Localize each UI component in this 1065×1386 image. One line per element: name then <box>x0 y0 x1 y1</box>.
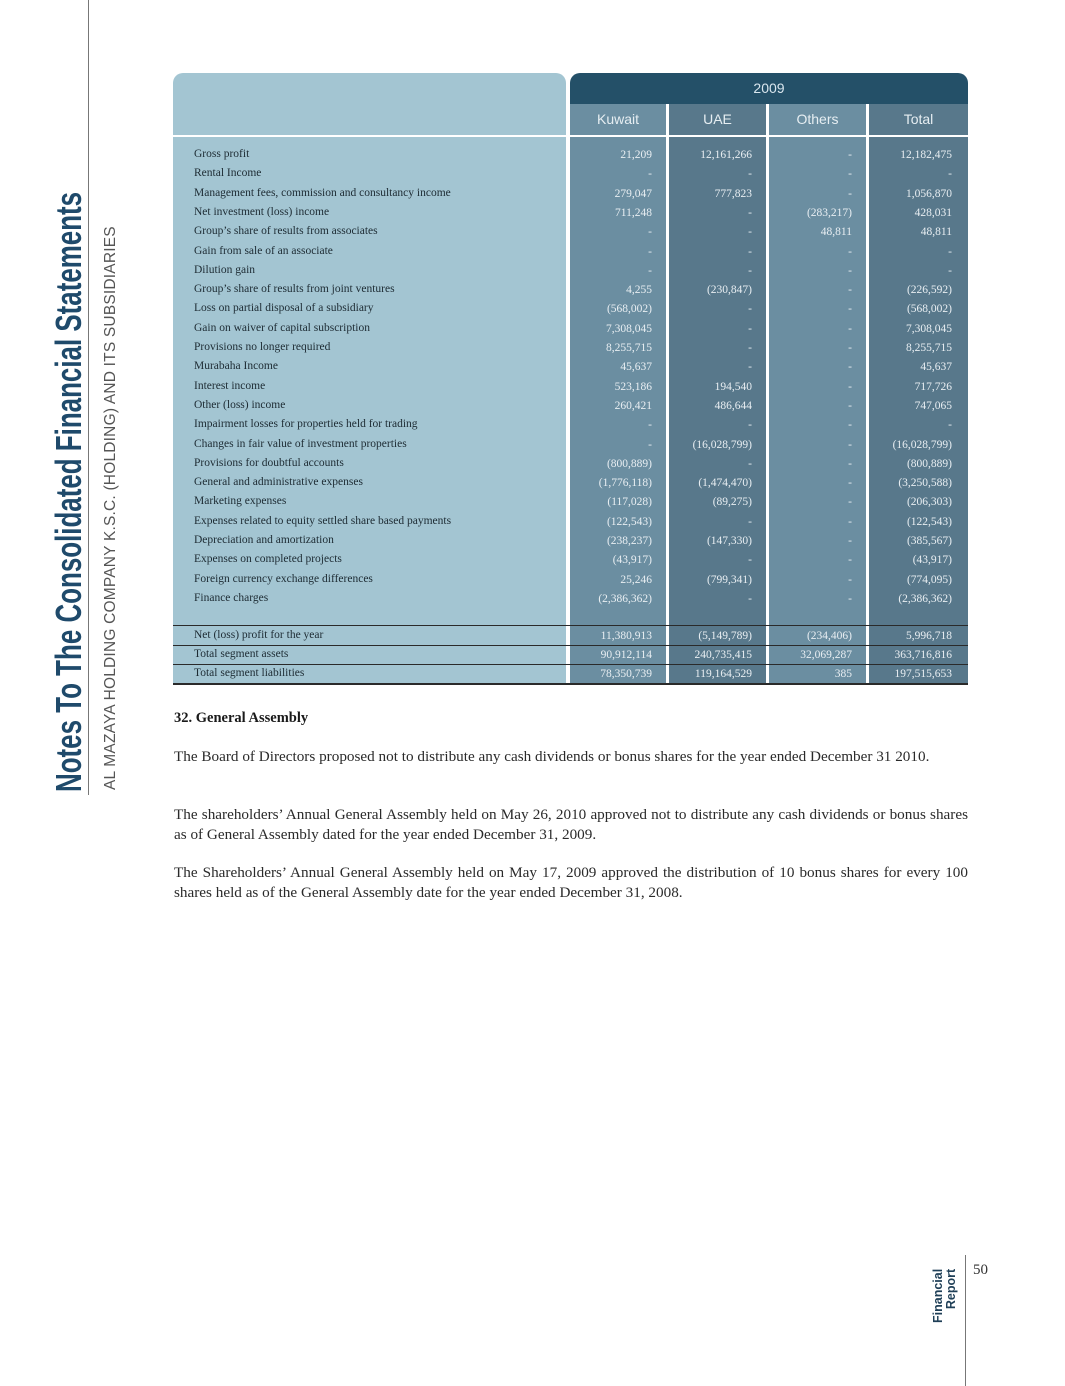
totals-rule-1 <box>173 625 968 626</box>
table-cell: (43,917) <box>612 554 652 567</box>
table-cell: 48,811 <box>920 226 952 239</box>
table-cell: 12,161,266 <box>700 149 752 161</box>
footer-label-line2: Report <box>944 1268 958 1310</box>
column-header-kuwait: Kuwait <box>596 111 640 127</box>
table-cell: 8,255,715 <box>606 342 652 354</box>
table-cell: 78,350,739 <box>600 668 652 680</box>
table-cell: (283,217) <box>806 206 852 219</box>
table-row-label: Finance charges <box>194 591 269 604</box>
table-row-label: Murabaha Income <box>194 360 278 373</box>
paragraph-2: The shareholders’ Annual General Assembly held on May 26, 2010 approved not to distribute any cash dividends or bonus shares as of General Assembly dated for the year ended December 31, 2009. <box>174 806 968 843</box>
header-separator <box>173 135 968 137</box>
table-cell: (1,776,118) <box>598 477 652 490</box>
table-cell: 8,255,715 <box>906 342 952 354</box>
table-cell: - <box>948 168 952 181</box>
table-cell: - <box>848 554 852 567</box>
table-cell: - <box>848 361 852 374</box>
paragraph-1: The Board of Directors proposed not to distribute any cash dividends or bonus shares for the year ended December 31 2010. <box>174 748 930 765</box>
table-cell: 7,308,045 <box>606 322 652 335</box>
table-cell: 5,996,718 <box>906 630 952 642</box>
table-cell: - <box>748 206 752 219</box>
table-cell: - <box>748 168 752 181</box>
table-cell: - <box>848 380 852 393</box>
table-cell: - <box>848 303 852 316</box>
table-cell: (122,543) <box>606 515 652 528</box>
table-cell: - <box>848 245 852 258</box>
table-cell: - <box>748 419 752 432</box>
table-cell: 486,644 <box>714 399 752 412</box>
table-cell: 1,056,870 <box>906 187 952 200</box>
table-cell: - <box>748 245 752 258</box>
table-row-label: Rental Income <box>194 167 262 180</box>
table-cell: 4,255 <box>626 284 652 297</box>
table-row-label: Group’s share of results from associates <box>194 225 378 238</box>
table-cell: (800,889) <box>906 457 952 470</box>
table-cell: 197,515,653 <box>894 668 952 680</box>
vertical-rule-bottom <box>965 1255 966 1386</box>
table-cell: (147,330) <box>706 535 752 547</box>
table-cell: 21,209 <box>620 149 652 161</box>
table-cell: - <box>848 187 852 200</box>
table-cell: 279,047 <box>614 187 652 200</box>
table-row-label: Expenses related to equity settled share based payments <box>194 514 452 527</box>
totals-rule-4 <box>173 683 968 685</box>
table-cell: 194,540 <box>714 380 752 393</box>
table-row-label: Other (loss) income <box>194 398 286 411</box>
totals-rule-2 <box>173 645 968 646</box>
table-cell: 747,065 <box>914 399 952 412</box>
table-cell: - <box>648 226 652 239</box>
table-cell: - <box>848 399 852 412</box>
table-cell: 260,421 <box>614 399 652 412</box>
table-cell: 711,248 <box>615 206 652 219</box>
table-cell: (238,237) <box>606 535 652 547</box>
table-row-label: Gain from sale of an associate <box>194 244 333 257</box>
column-header-uae: UAE <box>703 111 732 127</box>
table-cell: - <box>748 226 752 239</box>
section-title: 32. General Assembly <box>174 710 309 726</box>
table-cell: - <box>748 303 752 316</box>
table-cell: - <box>848 168 852 181</box>
table-cell: (385,567) <box>906 535 952 547</box>
table-row-label: Gain on waiver of capital subscription <box>194 321 370 334</box>
table-cell: - <box>648 419 652 432</box>
table-cell: - <box>848 477 852 490</box>
table-cell: 523,186 <box>614 380 652 393</box>
table-cell: - <box>848 322 852 335</box>
table-cell: - <box>748 515 752 528</box>
table-cell: - <box>648 245 652 258</box>
table-row-label: General and administrative expenses <box>194 476 363 489</box>
footer-label-line1: Financial <box>931 1268 945 1323</box>
table-row-label: Management fees, commission and consultancy income <box>194 186 451 199</box>
table-row-label: Interest income <box>194 379 266 392</box>
table-cell: - <box>848 264 852 277</box>
table-cell: 777,823 <box>714 187 752 200</box>
table-cell: - <box>848 515 852 528</box>
table-cell: (89,275) <box>712 496 752 509</box>
table-cell: - <box>848 496 852 509</box>
table-row-label: Marketing expenses <box>194 495 287 508</box>
table-cell: 7,308,045 <box>906 322 952 335</box>
table-cell: (206,303) <box>906 496 952 509</box>
table-cell: (2,386,362) <box>598 592 652 605</box>
table-cell: (122,543) <box>906 515 952 528</box>
table-cell: - <box>948 245 952 258</box>
table-cell: 45,637 <box>620 361 652 374</box>
table-cell: 428,031 <box>914 206 952 219</box>
table-row-label: Foreign currency exchange differences <box>194 572 373 585</box>
table-cell: - <box>848 573 852 586</box>
page-number: 50 <box>973 1262 988 1278</box>
table-cell: 119,164,529 <box>694 668 752 680</box>
table-cell: 717,726 <box>914 380 952 393</box>
table-cell: - <box>848 457 852 470</box>
table-row-label: Expenses on completed projects <box>194 553 342 566</box>
footer-financial-report-label <box>932 1269 958 1323</box>
table-cell: 12,182,475 <box>900 149 952 161</box>
table-cell: - <box>948 264 952 277</box>
table-cell: - <box>748 457 752 470</box>
table-cell: 48,811 <box>820 226 852 239</box>
table-cell: (568,002) <box>606 303 652 316</box>
table-cell: - <box>848 592 852 605</box>
table-row-label: Gross profit <box>194 148 250 160</box>
table-row-label: Provisions for doubtful accounts <box>194 456 344 469</box>
table-cell: - <box>948 419 952 432</box>
table-cell: - <box>648 168 652 181</box>
totals-rule-3 <box>173 664 968 665</box>
table-row-label: Net investment (loss) income <box>194 205 330 218</box>
table-cell: (568,002) <box>906 303 952 316</box>
table-cell: - <box>748 322 752 335</box>
table-cell: 11,380,913 <box>600 630 652 642</box>
table-cell: - <box>748 592 752 605</box>
table-cell: - <box>648 264 652 277</box>
table-cell: (5,149,789) <box>698 630 752 642</box>
table-cell: - <box>848 419 852 432</box>
table-cell: (16,028,799) <box>892 438 952 451</box>
table-row-label: Provisions no longer required <box>194 341 331 353</box>
table-year-header: 2009 <box>570 73 968 104</box>
table-cell: (774,095) <box>906 573 952 586</box>
table-cell: - <box>648 438 652 451</box>
side-main-title: Notes To The Consolidated Financial Statements <box>48 191 89 793</box>
table-cell: 25,246 <box>620 573 652 586</box>
paragraph-3: The Shareholders’ Annual General Assembly held on May 17, 2009 approved the distribution of 10 bonus shares for every 100 shares held as of the General Assembly date for the year ended December 31, 2008. <box>174 864 968 901</box>
table-row-label: Depreciation and amortization <box>194 534 334 546</box>
table-cell: (230,847) <box>706 284 752 297</box>
table-cell: - <box>848 535 852 547</box>
table-cell: 32,069,287 <box>800 649 852 661</box>
table-cell: (43,917) <box>912 554 952 567</box>
table-cell: (226,592) <box>906 284 952 297</box>
total-row-label: Net (loss) profit for the year <box>194 629 324 641</box>
table-cell: (3,250,588) <box>898 477 952 490</box>
column-header-total: Total <box>903 111 934 127</box>
table-cell: (800,889) <box>606 457 652 470</box>
table-row-label: Impairment losses for properties held for trading <box>194 418 418 431</box>
table-cell: 90,912,114 <box>600 649 652 661</box>
table-cell: - <box>848 149 852 161</box>
total-row-label: Total segment liabilities <box>194 667 305 679</box>
table-cell: - <box>748 361 752 374</box>
table-row-label: Loss on partial disposal of a subsidiary <box>194 302 374 315</box>
table-cell: (234,406) <box>806 630 852 642</box>
table-cell: - <box>748 554 752 567</box>
column-header-others: Others <box>796 111 839 127</box>
table-cell: (16,028,799) <box>692 438 752 451</box>
table-cell: (2,386,362) <box>898 592 952 605</box>
side-company-title: AL MAZAYA HOLDING COMPANY K.S.C. (HOLDING) AND ITS SUBSIDIARIES <box>102 226 119 790</box>
table-cell: 363,716,816 <box>894 649 952 661</box>
table-row-label: Changes in fair value of investment properties <box>194 437 407 450</box>
table-cell: - <box>848 342 852 354</box>
table-cell: (1,474,470) <box>698 477 752 490</box>
table-cell: (799,341) <box>706 573 752 586</box>
table-cell: - <box>748 342 752 354</box>
table-cell: 45,637 <box>920 361 952 374</box>
table-cell: - <box>848 284 852 297</box>
table-cell: - <box>848 438 852 451</box>
table-row-label: Dilution gain <box>194 263 256 276</box>
table-cell: 240,735,415 <box>694 649 752 661</box>
table-row-label: Group’s share of results from joint ventures <box>194 283 395 296</box>
table-cell: - <box>748 264 752 277</box>
total-row-label: Total segment assets <box>194 648 289 660</box>
table-cell: (117,028) <box>607 496 652 509</box>
table-cell: 385 <box>834 668 852 680</box>
